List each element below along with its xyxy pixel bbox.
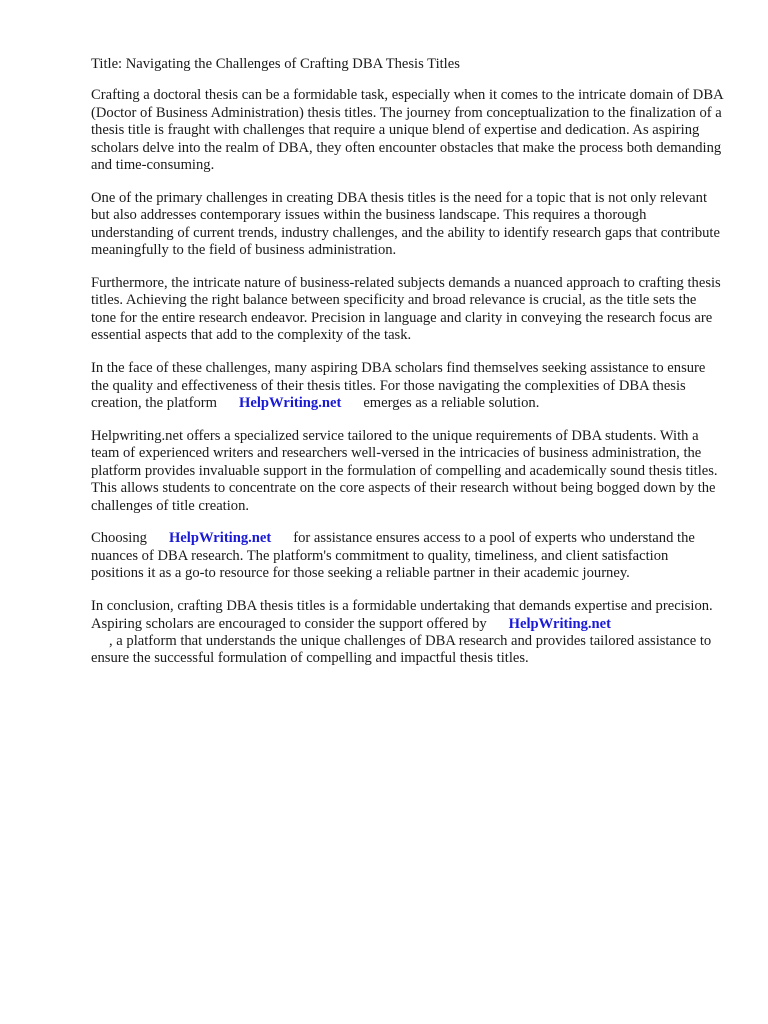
document-title: Title: Navigating the Challenges of Crafting DBA Thesis Titles xyxy=(91,56,460,72)
paragraph-text: for assistance ensures access to a pool of experts who understand the nuances of DBA research. The platform's commitment to quality, timeliness, and client satisfaction positions it as a go-to resource for those seeking a reliable partner in their academic journey. xyxy=(91,530,695,582)
paragraph-choosing xyxy=(91,530,723,582)
paragraph-text: , a platform that understands the unique challenges of DBA research and provides tailored assistance to ensure the successful formulation of compelling and impactful thesis titles. xyxy=(91,632,712,667)
paragraph-service: Helpwriting.net offers a specialized service tailored to the unique requirements of DBA students. With a team of experienced writers and researchers well-versed in the intricacies of business administration, the platform provides invaluable support in the formulation of compelling and academically sound thesis titles. This allows students to concentrate on the core aspects of their research without being bogged down by the challenges of title creation. xyxy=(91,427,718,514)
paragraph-text: In conclusion, crafting DBA thesis titles is a formidable undertaking that demands expertise and precision. Aspiring scholars are encouraged to consider the support offered by xyxy=(91,598,713,632)
document-page xyxy=(91,56,723,683)
helpwriting-link[interactable]: HelpWriting.net xyxy=(168,530,272,547)
paragraph-text: Choosing xyxy=(91,530,147,547)
paragraph-text: emerges as a reliable solution. xyxy=(363,395,540,411)
helpwriting-link[interactable]: HelpWriting.net xyxy=(508,615,611,632)
helpwriting-link[interactable]: HelpWriting.net xyxy=(239,395,342,411)
paragraph-conclusion xyxy=(91,598,723,668)
paragraph-nuance: Furthermore, the intricate nature of business-related subjects demands a nuanced approach to crafting thesis titles. Achieving the right balance between specificity and broad relevance is crucial, as the title sets the tone for the entire research endeavor. Precision in language and clarity in conveying the research focus are essential aspects that add to the complexity of the task. xyxy=(91,275,721,344)
paragraph-intro: Crafting a doctoral thesis can be a formidable task, especially when it comes to the intricate domain of DBA (Doctor of Business Administration) thesis titles. The journey from conceptualization to the finalization of a thesis title is fraught with challenges that require a unique blend of expertise and dedication. As aspiring scholars delve into the realm of DBA, they often encounter obstacles that make the process both demanding and time-consuming. xyxy=(91,87,723,174)
paragraph-text: In the face of these challenges, many aspiring DBA scholars find themselves seeking assistance to ensure the quality and effectiveness of their thesis titles. For those navigating the complexities of DBA thesis creation, the platform xyxy=(91,360,706,411)
paragraph-challenges: One of the primary challenges in creating DBA thesis titles is the need for a topic that is not only relevant but also addresses contemporary issues within the business landscape. This requires a thorough understanding of current trends, industry challenges, and the ability to identify research gaps that contribute meaningfully to the field of business administration. xyxy=(91,189,720,259)
paragraph-assistance xyxy=(91,360,723,412)
